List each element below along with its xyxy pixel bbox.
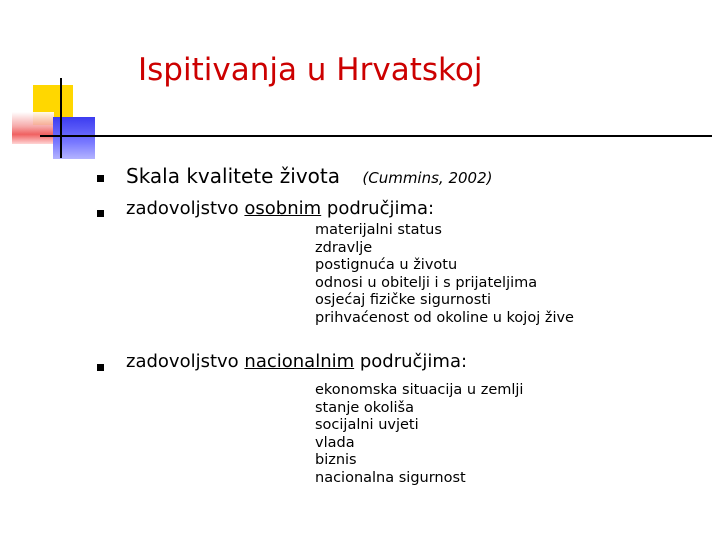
sub-list-item: stanje okoliša: [315, 399, 414, 416]
sub-list-item: socijalni uvjeti: [315, 417, 419, 433]
bullet-prefix: zadovoljstvo: [126, 198, 245, 219]
national-domains-list: [315, 382, 523, 487]
decor-red-square: [12, 112, 54, 144]
title-divider-line: [40, 135, 712, 137]
bullet-prefix: zadovoljstvo: [126, 351, 245, 372]
bullet-square-icon: [97, 364, 104, 371]
bullet-item-personal-domains: [126, 198, 434, 219]
bullet-square-icon: [97, 210, 104, 217]
bullet-suffix: područjima:: [321, 198, 435, 219]
sub-list-item: nacionalna sigurnost: [315, 469, 466, 486]
slide-title: Ispitivanja u Hrvatskoj: [138, 52, 483, 88]
sub-list-item: odnosi u obitelji i s prijateljima: [315, 274, 538, 291]
bullet-emphasis: nacionalnim: [244, 351, 355, 372]
sub-list-item: vlada: [315, 434, 355, 451]
personal-domains-list: [315, 222, 574, 327]
sub-list-item: postignuća u životu: [315, 257, 458, 273]
sub-list-item: ekonomska situacija u zemlji: [315, 382, 524, 398]
bullet-item-scale: [126, 164, 492, 188]
sub-list-item: materijalni status: [315, 222, 442, 238]
sub-list-item: prihvaćenost od okoline u kojoj žive: [315, 309, 574, 326]
bullet-emphasis: osobnim: [244, 198, 322, 219]
citation: (Cummins, 2002): [362, 169, 493, 187]
bullet-text: Skala kvalitete života: [126, 164, 341, 188]
decor-vertical-line: [60, 78, 62, 158]
sub-list-item: osjećaj fizičke sigurnosti: [315, 292, 492, 308]
sub-list-item: biznis: [315, 452, 357, 468]
sub-list-item: zdravlje: [315, 239, 373, 256]
bullet-item-national-domains: [126, 351, 467, 372]
bullet-square-icon: [97, 175, 104, 182]
bullet-suffix: područjima:: [354, 351, 468, 372]
